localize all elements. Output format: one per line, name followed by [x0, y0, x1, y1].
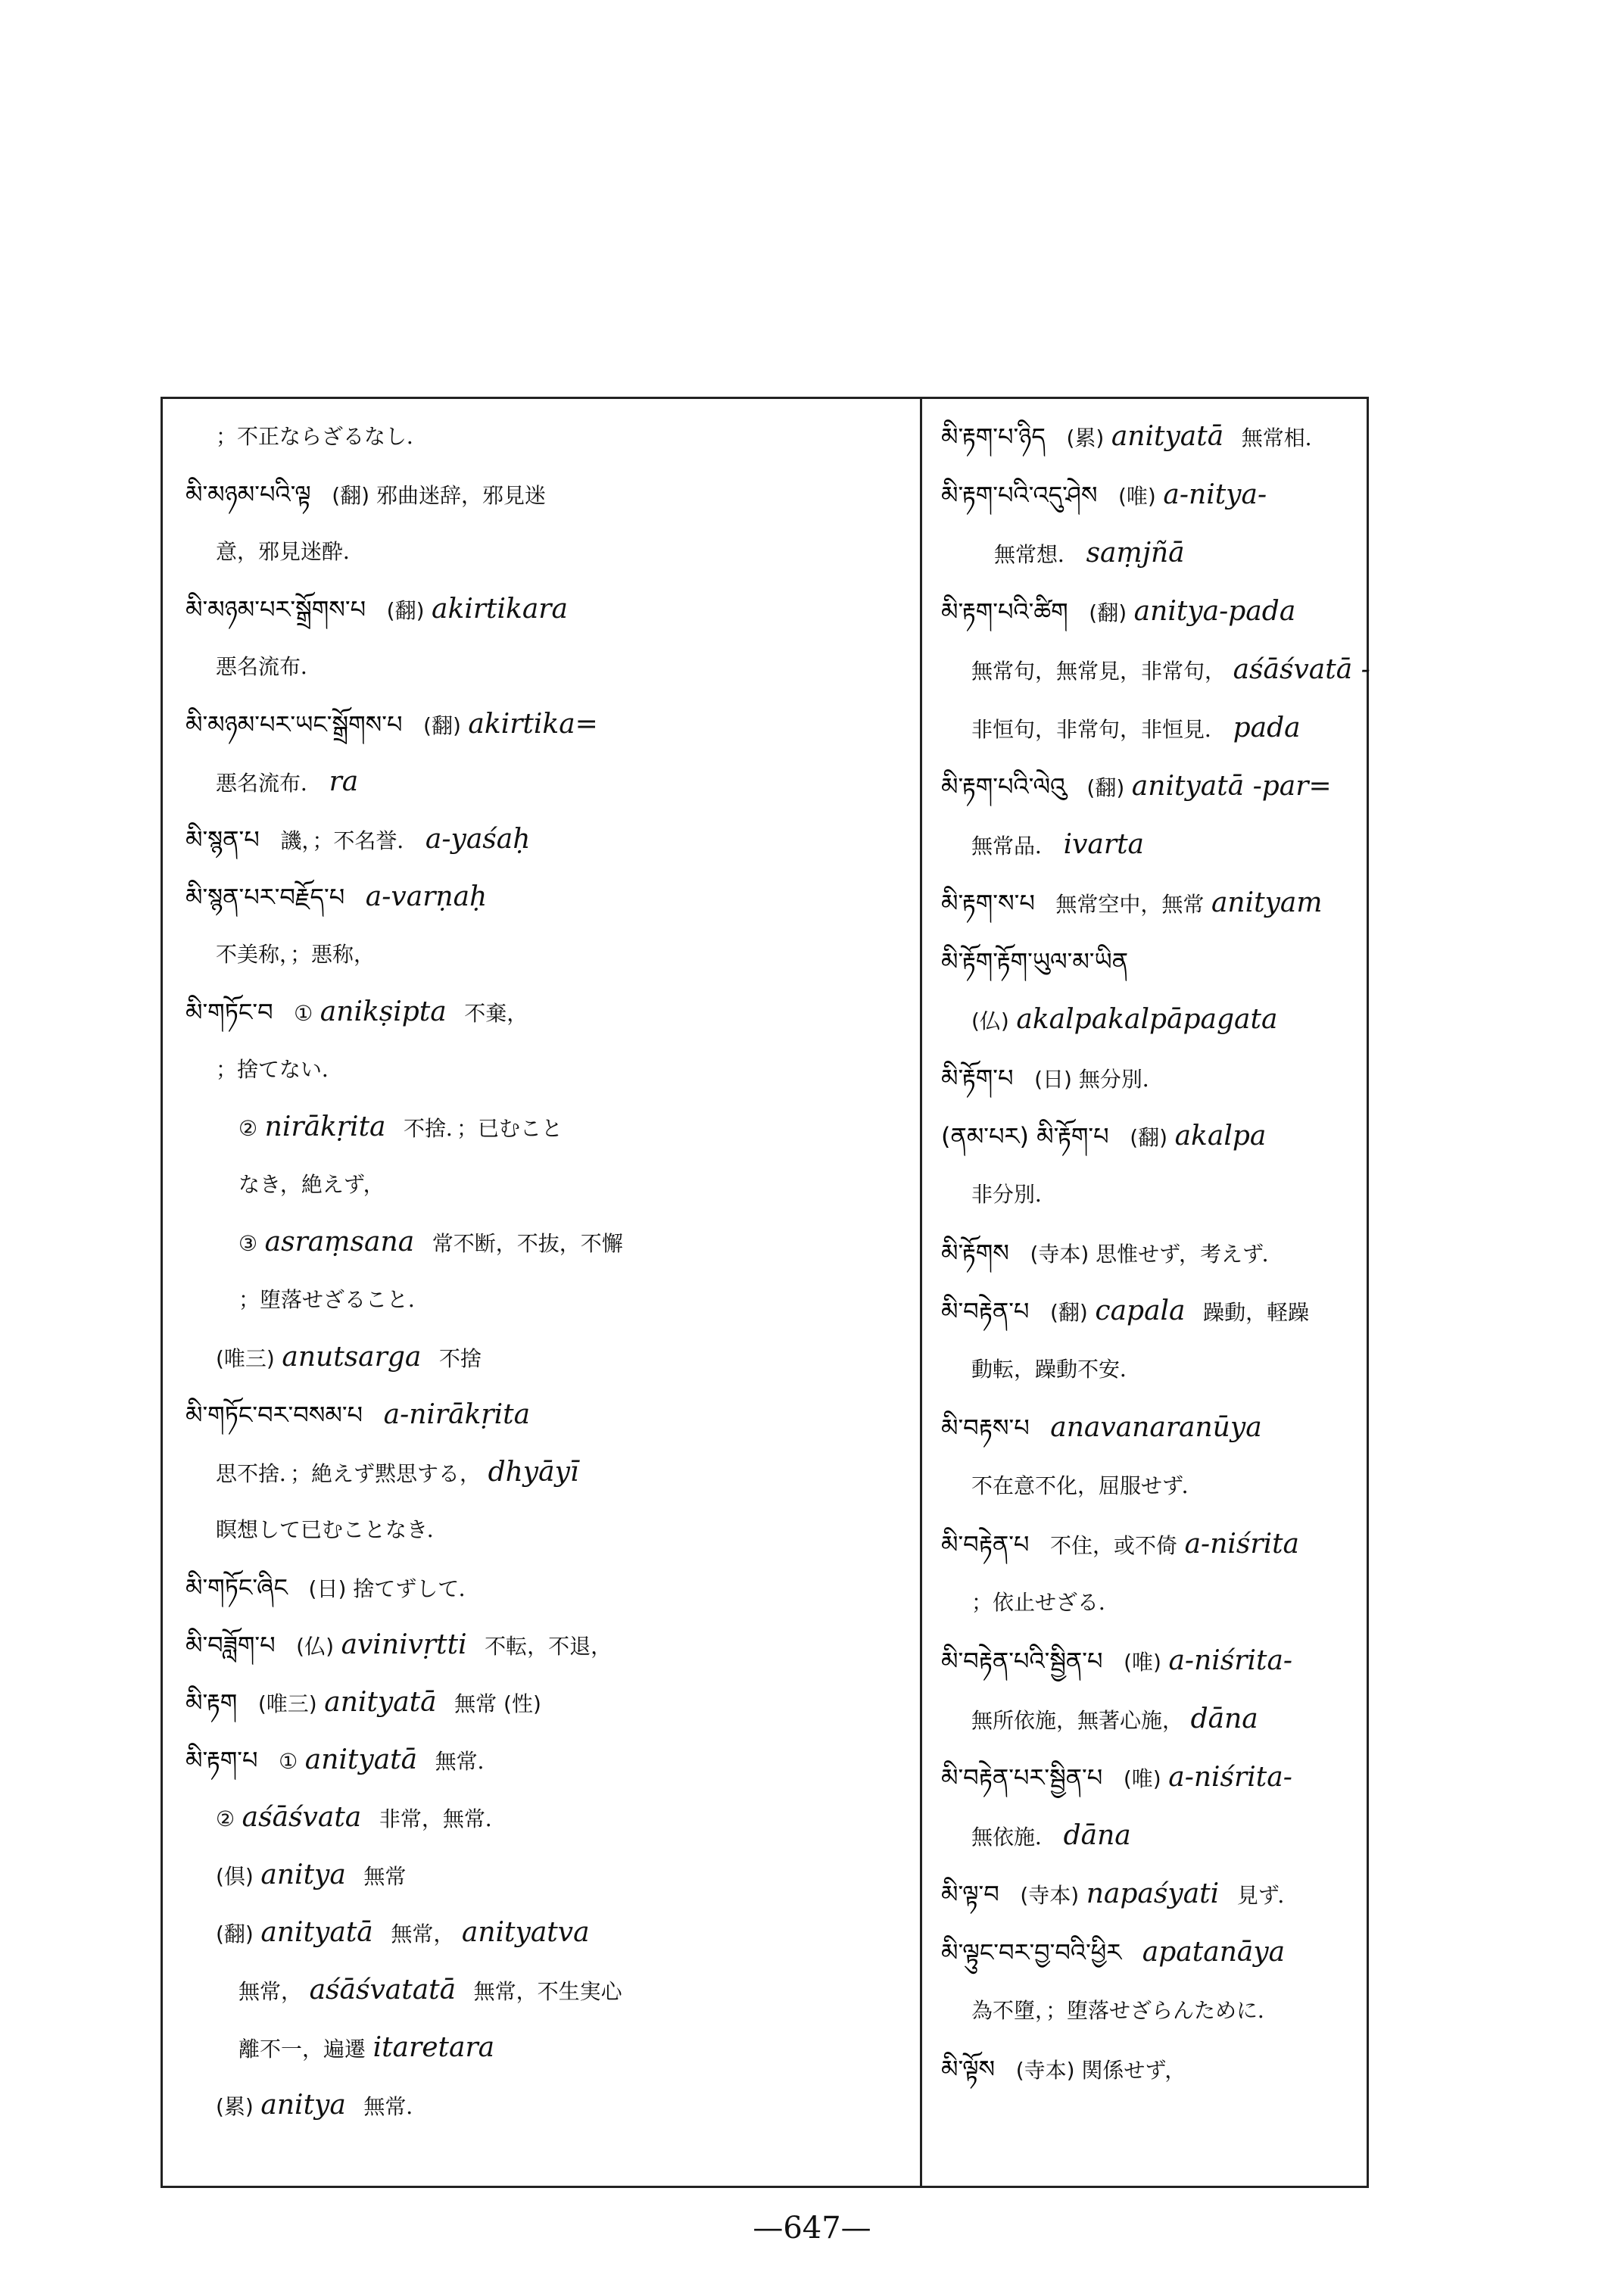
dictionary-line — [971, 1354, 1141, 1385]
japanese-gloss: (寺本) 関係せず， — [1015, 2058, 1186, 2083]
sanskrit-term: saṃjñā — [1086, 538, 1185, 569]
dictionary-line — [238, 2033, 505, 2065]
japanese-gloss: 見ず． — [1236, 1883, 1299, 1908]
tibetan-headword: མི་བརྟས་པ — [941, 1413, 1030, 1442]
dictionary-line — [971, 1588, 1120, 1618]
dictionary-line — [216, 2090, 427, 2122]
japanese-gloss: 為不墮，；堕落せざらんために． — [971, 1998, 1280, 2023]
sanskrit-term: a-nitya- — [1163, 479, 1267, 510]
japanese-gloss: (唯) — [1124, 1650, 1161, 1675]
dictionary-line — [941, 422, 1326, 454]
japanese-gloss: ；堕落せざること． — [238, 1287, 430, 1312]
tibetan-headword: མི་རྟག་ས་པ — [941, 889, 1035, 918]
japanese-gloss: (寺本) 思惟せず，考えず． — [1030, 1242, 1283, 1267]
dictionary-line — [941, 1121, 1276, 1153]
japanese-gloss: 意，邪見迷酔． — [216, 539, 365, 564]
sanskrit-term: asraṃsana — [264, 1226, 415, 1258]
japanese-gloss: (仏) — [296, 1634, 335, 1659]
dictionary-line — [238, 1112, 563, 1144]
dictionary-line — [216, 1457, 589, 1489]
dictionary-line — [941, 1238, 1283, 1270]
tibetan-headword: མི་གཏོང་བར་བསམ་པ — [185, 1401, 363, 1429]
dictionary-line — [941, 1763, 1303, 1794]
tibetan-headword: མི་བརྟེན་པར་སྦྱིན་པ — [941, 1763, 1103, 1792]
japanese-gloss: 非恒句，非常句，非恒見． — [971, 717, 1227, 742]
dictionary-line — [185, 882, 497, 914]
tibetan-headword: མི་མཉམ་པར་སྒྲོགས་པ — [185, 595, 366, 624]
dictionary-line — [216, 1918, 600, 1950]
japanese-gloss: ① — [294, 1001, 313, 1026]
japanese-gloss: 不美称，；悪称， — [216, 942, 376, 967]
sanskrit-term: anityam — [1211, 887, 1323, 918]
dictionary-line — [941, 771, 1342, 803]
dictionary-line — [238, 1975, 622, 2007]
tibetan-headword: མི་མཉམ་པའི་ལྟ — [185, 480, 311, 509]
dictionary-line — [216, 1515, 448, 1545]
dictionary-line — [238, 1285, 429, 1315]
dictionary-line — [971, 1180, 1056, 1210]
tibetan-headword: མི་རྟོག་པ — [941, 1064, 1014, 1092]
japanese-gloss: ② — [238, 1116, 258, 1141]
sanskrit-term: a-varṇaḥ — [365, 881, 488, 912]
japanese-gloss: 無常 (性) — [454, 1691, 541, 1716]
dictionary-line — [971, 1704, 1269, 1736]
dictionary-line — [185, 1745, 499, 1777]
dictionary-line — [216, 422, 428, 452]
sanskrit-term: ra — [329, 766, 359, 797]
dictionary-line — [185, 997, 528, 1029]
dictionary-line — [941, 1063, 1164, 1095]
japanese-gloss: 思不捨．；絶えず黙思する， — [216, 1461, 482, 1486]
japanese-gloss: 無常句，無常見，非常句， — [971, 659, 1227, 684]
sanskrit-term: anityatā — [1111, 421, 1224, 452]
japanese-gloss: (日) 無分別． — [1034, 1067, 1164, 1092]
dictionary-page-frame — [161, 397, 1369, 2188]
japanese-gloss: (翻) — [1086, 775, 1125, 800]
sanskrit-term: anityatva — [461, 1917, 590, 1948]
japanese-gloss: (唯三) — [216, 1346, 275, 1371]
dictionary-line — [994, 538, 1195, 570]
japanese-gloss: (翻) — [1050, 1300, 1088, 1325]
japanese-gloss: 離不一，遍遷 — [238, 2037, 366, 2062]
dictionary-line — [216, 1860, 406, 1892]
japanese-gloss: 無依施． — [971, 1825, 1057, 1850]
japanese-gloss: ① — [279, 1749, 298, 1774]
japanese-gloss: 無常相． — [1241, 425, 1326, 450]
tibetan-headword: མི་རྟག་པ — [185, 1746, 258, 1775]
japanese-gloss: (日) 捨てずして． — [308, 1576, 480, 1601]
dictionary-line — [216, 1055, 343, 1085]
dictionary-line — [185, 1688, 541, 1719]
japanese-gloss: (翻) — [216, 1922, 254, 1946]
dictionary-line — [941, 1879, 1298, 1911]
japanese-gloss: 無所依施，無著心施， — [971, 1708, 1184, 1733]
japanese-gloss: 無常想． — [994, 542, 1080, 567]
dictionary-line — [971, 830, 1155, 862]
dictionary-line — [216, 940, 375, 970]
dictionary-line — [185, 594, 578, 626]
dictionary-line — [971, 1005, 1288, 1036]
tibetan-headword: མི་རྟག་པ་ཉིད — [941, 422, 1046, 451]
japanese-gloss: 無常 — [363, 1864, 407, 1889]
japanese-gloss: 常不断，不抜，不懈 — [432, 1231, 623, 1256]
tibetan-headword: མི་ལྟུང་བར་བྱ་བའི་ཕྱིར — [941, 1938, 1122, 1967]
japanese-gloss: (唯) — [1123, 1766, 1161, 1791]
tibetan-headword: མི་བརྟེན་པ — [941, 1530, 1030, 1559]
japanese-gloss: 非常，無常． — [379, 1806, 507, 1831]
sanskrit-term: akalpa — [1174, 1121, 1267, 1152]
sanskrit-term: anityatā -par= — [1131, 771, 1332, 802]
tibetan-headword: མི་སྙན་པ — [185, 825, 260, 854]
dictionary-line — [185, 709, 609, 741]
japanese-gloss: ；不正ならざるなし． — [216, 424, 429, 449]
tibetan-headword: མི་སྙན་པར་བརྗོད་པ — [185, 883, 345, 912]
dictionary-line — [941, 1529, 1310, 1561]
sanskrit-term: anitya-pada — [1133, 596, 1296, 627]
japanese-gloss: 不転，不退， — [485, 1634, 613, 1659]
japanese-gloss: (累) — [1066, 425, 1105, 450]
tibetan-headword: མི་རྟག — [185, 1688, 238, 1717]
sanskrit-term: anavanaranūya — [1050, 1412, 1262, 1443]
japanese-gloss: 非分別． — [971, 1182, 1057, 1207]
tibetan-headword: མི་རྟོགས — [941, 1239, 1009, 1267]
sanskrit-term: akirtikara — [432, 594, 568, 625]
dictionary-line — [971, 713, 1311, 745]
japanese-gloss: 無常． — [363, 2094, 428, 2119]
sanskrit-term: capala — [1095, 1295, 1186, 1326]
dictionary-line — [971, 1821, 1142, 1853]
sanskrit-term: anityatā — [260, 1917, 373, 1948]
dictionary-line — [185, 479, 546, 511]
sanskrit-term: aśāśvatā - — [1233, 654, 1370, 685]
dictionary-line — [941, 2054, 1186, 2086]
sanskrit-term: a-niśrita- — [1168, 1645, 1293, 1676]
japanese-gloss: (翻) — [1089, 600, 1127, 625]
japanese-gloss: 悪名流布． — [216, 771, 323, 796]
japanese-gloss: ③ — [238, 1231, 258, 1256]
tibetan-headword: མི་རྟོག་རྟོག་ཡུལ་མ་ཡིན — [941, 947, 1129, 976]
japanese-gloss: ；捨てない． — [216, 1057, 344, 1082]
japanese-gloss: 悪名流布． — [216, 654, 323, 679]
dictionary-line — [216, 1342, 482, 1374]
dictionary-line — [941, 1646, 1303, 1678]
japanese-gloss: 不捨 — [438, 1346, 482, 1371]
tibetan-headword: མི་རྟག་པའི་ལེའུ — [941, 772, 1066, 801]
page-number: —647— — [753, 2211, 871, 2246]
dictionary-line — [185, 1400, 541, 1432]
tibetan-headword: མི་གཏོང་བ — [185, 998, 273, 1027]
tibetan-headword: མི་མཉམ་པར་ཡང་སྒྲོགས་པ — [185, 710, 403, 739]
sanskrit-term: apatanāya — [1142, 1937, 1286, 1968]
japanese-gloss: (累) — [216, 2094, 254, 2119]
column-divider — [920, 399, 922, 2186]
japanese-gloss: 無常， — [391, 1922, 455, 1946]
sanskrit-term: akirtika= — [468, 709, 598, 740]
japanese-gloss: (寺本) — [1020, 1883, 1080, 1908]
japanese-gloss: 無常空中，無常 — [1055, 892, 1205, 917]
dictionary-line — [941, 1296, 1309, 1328]
tibetan-headword: མི་གཏོང་ཞིང — [185, 1573, 288, 1602]
japanese-gloss: (唯三) — [257, 1691, 317, 1716]
sanskrit-term: anikṣipta — [320, 996, 447, 1027]
sanskrit-term: dāna — [1063, 1820, 1131, 1851]
japanese-gloss: 瞑想して已むことなき． — [216, 1517, 448, 1542]
dictionary-line — [185, 824, 541, 856]
dictionary-line — [238, 1170, 385, 1200]
sanskrit-term: itaretara — [372, 2032, 495, 2063]
sanskrit-term: a-niśrita — [1184, 1529, 1300, 1560]
sanskrit-term: anitya — [260, 2090, 346, 2121]
dictionary-line — [941, 1937, 1295, 1969]
japanese-gloss: 不住，或不倚 — [1050, 1533, 1178, 1558]
dictionary-line — [185, 1630, 612, 1662]
tibetan-headword: མི་བརྟེན་པ — [941, 1297, 1030, 1326]
japanese-gloss: 譏，；不名誉． — [280, 828, 419, 853]
sanskrit-term: a-yaśaḥ — [425, 824, 531, 855]
dictionary-line — [941, 1413, 1273, 1445]
japanese-gloss: 不棄， — [464, 1001, 528, 1026]
dictionary-line — [238, 1227, 623, 1259]
japanese-gloss: 躁動，軽躁 — [1203, 1300, 1310, 1325]
dictionary-line — [971, 1996, 1279, 2026]
dictionary-line — [971, 655, 1381, 687]
japanese-gloss: ② — [216, 1806, 235, 1831]
sanskrit-term: aśāśvatatā — [309, 1975, 457, 2006]
dictionary-line — [216, 1803, 507, 1834]
japanese-gloss: (翻) — [423, 713, 461, 738]
tibetan-headword: མི་རྟག་པའི་ཚིག — [941, 597, 1068, 626]
tibetan-headword: མི་བརྟེན་པའི་སྦྱིན་པ — [941, 1647, 1103, 1675]
dictionary-line — [185, 1572, 480, 1604]
sanskrit-term: anityatā — [324, 1687, 437, 1718]
japanese-gloss: 無常． — [435, 1749, 499, 1774]
dictionary-line — [941, 597, 1306, 628]
dictionary-line — [941, 480, 1277, 512]
tibetan-headword: མི་བཟློག་པ — [185, 1631, 276, 1660]
japanese-gloss: 不捨．；已むこと — [404, 1116, 563, 1141]
sanskrit-term: anitya — [260, 1859, 346, 1890]
sanskrit-term: a-nirākṛita — [383, 1399, 531, 1430]
japanese-gloss: (唯) — [1117, 484, 1156, 509]
dictionary-line — [216, 652, 322, 682]
japanese-gloss: なき，絶えず， — [238, 1172, 385, 1197]
left-column — [185, 422, 905, 2171]
dictionary-line — [971, 1471, 1203, 1501]
japanese-gloss: 無常品． — [971, 834, 1057, 859]
sanskrit-term: avinivṛtti — [341, 1629, 467, 1660]
tibetan-headword: མི་རྟག་པའི་འདུ་ཤེས — [941, 481, 1098, 510]
japanese-gloss: (翻) 邪曲迷辞，邪見迷 — [332, 483, 546, 508]
japanese-gloss: (翻) — [386, 598, 425, 623]
sanskrit-term: a-niśrita- — [1168, 1762, 1292, 1793]
dictionary-line — [216, 537, 364, 567]
japanese-gloss: 動転，躁動不安． — [971, 1357, 1142, 1382]
sanskrit-term: akalpakalpāpagata — [1016, 1004, 1278, 1035]
sanskrit-term: dāna — [1190, 1703, 1258, 1735]
sanskrit-term: anutsarga — [282, 1342, 422, 1373]
tibetan-headword: (ནམ་པར) མི་རྟོག་པ — [941, 1122, 1109, 1151]
tibetan-headword: མི་ལྟ་བ — [941, 1880, 999, 1909]
japanese-gloss: (倶) — [216, 1864, 254, 1889]
japanese-gloss: 不在意不化，屈服せず． — [971, 1473, 1203, 1498]
sanskrit-term: nirākṛita — [264, 1111, 386, 1142]
dictionary-line — [941, 946, 1142, 978]
japanese-gloss: 無常，不生実心 — [473, 1979, 622, 2004]
japanese-gloss: 無常， — [238, 1979, 303, 2004]
right-column — [941, 421, 1370, 2171]
sanskrit-term: dhyāyī — [488, 1457, 579, 1488]
japanese-gloss: ；依止せざる． — [971, 1590, 1121, 1615]
japanese-gloss: (仏) — [971, 1008, 1009, 1033]
dictionary-line — [216, 767, 369, 799]
japanese-gloss: (翻) — [1130, 1125, 1168, 1150]
sanskrit-term: napaśyati — [1086, 1878, 1220, 1909]
dictionary-line — [941, 888, 1333, 920]
sanskrit-term: ivarta — [1063, 829, 1145, 860]
sanskrit-term: pada — [1233, 712, 1301, 743]
tibetan-headword: མི་ལྟོས — [941, 2055, 996, 2084]
sanskrit-term: anityatā — [304, 1744, 418, 1775]
sanskrit-term: aśāśvata — [242, 1802, 362, 1833]
